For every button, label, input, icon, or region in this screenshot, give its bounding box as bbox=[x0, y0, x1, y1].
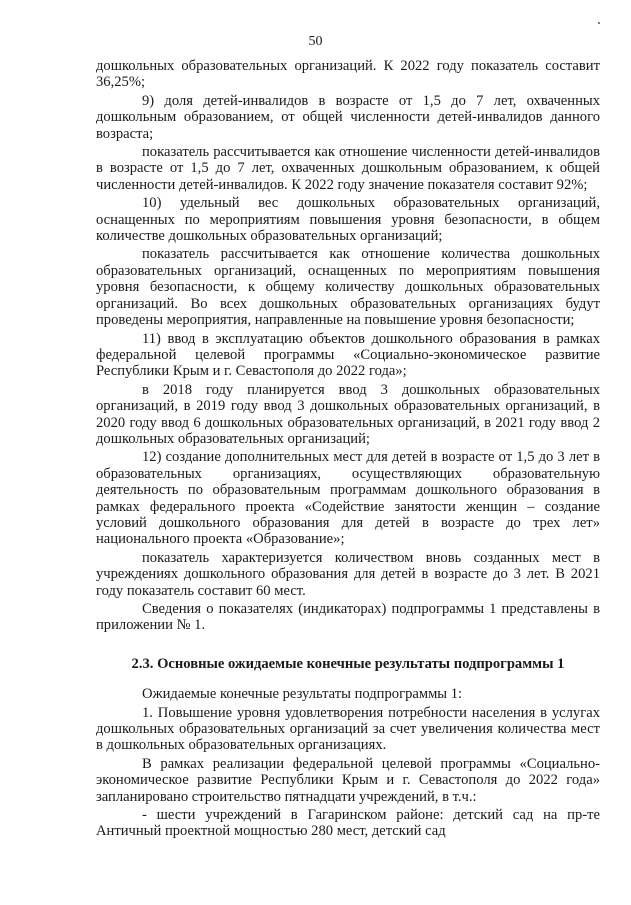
paragraph: - шести учреждений в Гагаринском районе: детский сад на пр-те Античный проектной мощностью 280 мест, детский сад bbox=[96, 807, 600, 840]
paragraph: 10) удельный вес дошкольных образовательных организаций, оснащенных по мероприятиям повышения уровня безопасности, в общем количестве дошкольных образовательных организаций; bbox=[96, 195, 600, 245]
paragraph: 12) создание дополнительных мест для детей в возрасте от 1,5 до 3 лет в образовательных организациях, осуществляющих образовательную деятельность по образовательным программам дошкольного образования в рамках федерального проекта «Содействие занятости женщин – создание условий дошкольного образования для детей в возрасте до трех лет» национального проекта «Образование»; bbox=[96, 449, 600, 548]
paragraph: 1. Повышение уровня удовлетворения потребности населения в услугах дошкольных образовательных организаций за счет увеличения количества мест в дошкольных образовательных организациях. bbox=[96, 704, 600, 754]
paragraph: показатель рассчитывается как отношение численности детей-инвалидов в возрасте от 1,5 до 7 лет, охваченных дошкольным образованием, к общей численности детей-инвалидов. К 2022 году значение показателя составит 92%; bbox=[96, 144, 600, 193]
document-body bbox=[96, 58, 600, 840]
paragraph: 11) ввод в эксплуатацию объектов дошкольного образования в рамках федеральной целевой программы «Социально-экономическое развитие Республики Крым и г. Севастополя до 2022 года»; bbox=[96, 330, 600, 380]
paragraph: В рамках реализации федеральной целевой программы «Социально-экономическое развитие Республики Крым и г. Севастополя до 2022 года» запланировано строительство пятнадцати учреждений, в т.ч.: bbox=[96, 755, 600, 805]
paragraph: показатель характеризуется количеством вновь созданных мест в учреждениях дошкольного образования для детей в возрасте до 3 лет. В 2021 году показатель составит 60 мест. bbox=[96, 549, 600, 599]
paragraph: 9) доля детей-инвалидов в возрасте от 1,5 до 7 лет, охваченных дошкольным образованием, от общей численности детей-инвалидов данного возраста; bbox=[96, 92, 600, 142]
paragraph: Ожидаемые конечные результаты подпрограммы 1: bbox=[142, 686, 463, 703]
paragraph: Сведения о показателях (индикаторах) подпрограммы 1 представлены в приложении № 1. bbox=[96, 601, 600, 634]
section-paragraph-list bbox=[96, 686, 600, 840]
paragraph: дошкольных образовательных организаций. К 2022 году показатель составит 36,25%; bbox=[96, 58, 600, 91]
scan-speck bbox=[598, 22, 600, 24]
section-heading: 2.3. Основные ожидаемые конечные результаты подпрограммы 1 bbox=[131, 655, 565, 672]
paragraph-list bbox=[96, 58, 600, 634]
paragraph: в 2018 году планируется ввод 3 дошкольных образовательных организаций, в 2019 году ввод 3 дошкольных образовательных организаций, в 2020 году ввод 6 дошкольных образовательных организаций, в 2021 году ввод 2 дошкольных образовательных организаций; bbox=[96, 381, 600, 447]
page-number: 50 bbox=[308, 34, 323, 49]
paragraph: показатель рассчитывается как отношение количества дошкольных образовательных организаций, оснащенных по мероприятиям повышения уровня безопасности, к общему количеству дошкольных образовательных организаций. Во всех дошкольных образовательных организациях будут проведены мероприятия, направленные на повышение уровня безопасности; bbox=[96, 246, 600, 329]
